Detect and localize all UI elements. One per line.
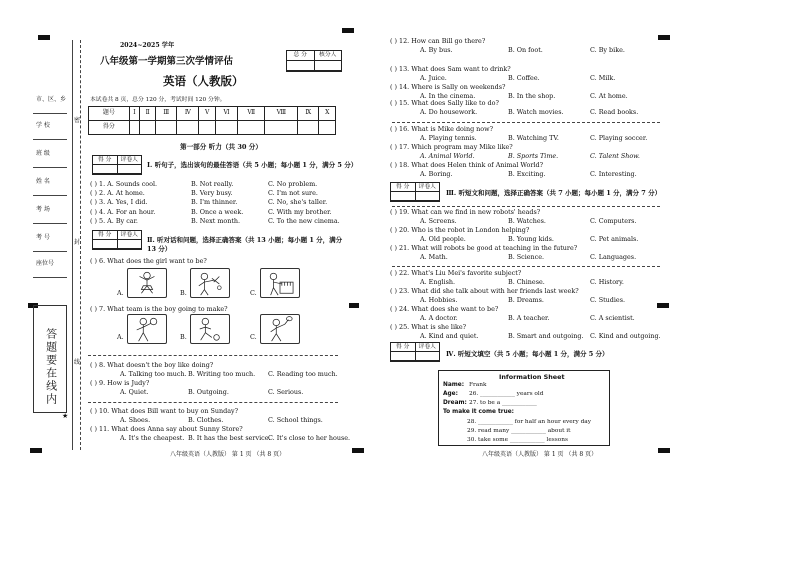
answer-option-a: A. Hobbies. xyxy=(420,296,458,304)
answer-option-c: C. A scientist. xyxy=(590,314,635,322)
exam-title: 八年级第一学期第三次学情评估 xyxy=(100,56,234,67)
answer-option-a: A. Juice. xyxy=(420,74,447,82)
question: ( ) 13. What does Sam want to drink? xyxy=(390,65,511,73)
registration-mark xyxy=(658,35,670,40)
score-table-column: Ⅰ xyxy=(129,107,140,121)
answer-option-c: C. Reading too much. xyxy=(268,370,338,378)
basketball-picture xyxy=(127,314,167,344)
score-cell xyxy=(298,121,319,135)
option-label: C. xyxy=(250,333,257,341)
score-cell xyxy=(129,121,140,135)
binding-field-label: 市、区、乡 xyxy=(36,96,67,103)
question: ( ) 20. Who is the robot in London helping? xyxy=(390,226,530,234)
answer-option-c: C. Languages. xyxy=(590,253,637,261)
answer-option-b: B. On foot. xyxy=(508,46,543,54)
info-row-value[interactable]: 27. to be a ____________ xyxy=(469,400,537,406)
score-table-column: Ⅱ xyxy=(140,107,156,121)
grader-score-label: 得 分 xyxy=(391,343,415,352)
part-title: 第一部分 听力（共 30 分） xyxy=(180,143,262,151)
answer-option-c: C. Interesting. xyxy=(590,170,637,178)
info-row-value[interactable]: 30. take some ____________ lessons xyxy=(467,437,568,443)
binding-field-label: 考 号 xyxy=(36,234,50,241)
answer-option-c: C. At home. xyxy=(590,92,628,100)
listening-item-option-a: ( ) 3. A. Yes, I did. xyxy=(90,198,148,207)
seal-text: 答题要在线内 xyxy=(44,328,58,406)
answer-option-a: A. Boring. xyxy=(420,170,453,178)
answer-option-b: B. Writing too much. xyxy=(188,370,256,378)
answer-option-a: A. English. xyxy=(420,278,456,286)
binding-field[interactable] xyxy=(33,120,67,140)
binding-field-label: 考 场 xyxy=(36,206,50,213)
fold-mark: 封 xyxy=(74,239,81,246)
registration-mark xyxy=(352,448,364,453)
question: ( ) 14. Where is Sally on weekends? xyxy=(390,83,506,91)
answer-option-a: A. Old people. xyxy=(420,235,466,243)
listening-item-option-b: B. Not really. xyxy=(191,180,234,188)
answer-option-a: A. By bus. xyxy=(420,46,453,54)
registration-mark xyxy=(342,28,354,33)
listening-item-option-a: ( ) 2. A. At home. xyxy=(90,189,145,198)
score-table-column: Ⅷ xyxy=(265,107,298,121)
score-cell xyxy=(265,121,298,135)
score-table-row-label: 题号 xyxy=(89,107,130,121)
dancer-picture xyxy=(127,268,167,298)
option-label: A. xyxy=(117,333,124,341)
info-row-value[interactable]: Frank xyxy=(469,382,487,388)
answer-option-b: B. Science. xyxy=(508,253,545,261)
answer-option-a: A. Quiet. xyxy=(120,388,149,396)
answer-option-b: B. Watching TV. xyxy=(508,134,559,142)
grader-box xyxy=(92,230,142,250)
binding-field-label: 学 校 xyxy=(36,122,50,129)
info-row-value[interactable]: 28. ____________ for half an hour every day xyxy=(467,419,592,425)
exam-note: 本试卷共 8 页，总分 120 分，考试时间 120 分钟。 xyxy=(90,97,226,103)
information-sheet xyxy=(438,370,610,446)
info-row-label: Name: xyxy=(443,382,465,388)
score-cell xyxy=(216,121,238,135)
question: ( ) 25. What is she like? xyxy=(390,323,467,331)
answer-option-b: B. Dreams. xyxy=(508,296,544,304)
score-cell xyxy=(319,121,336,135)
question: ( ) 11. What does Anna say about Sunny Store? xyxy=(90,425,243,433)
score-table-column: Ⅵ xyxy=(216,107,238,121)
pianist-picture xyxy=(260,268,300,298)
score-cell xyxy=(238,121,265,135)
answer-option-b: B. Sports Time. xyxy=(508,152,559,160)
answer-option-c: C. Read books. xyxy=(590,108,639,116)
question: ( ) 12. How can Bill go there? xyxy=(390,37,486,45)
question: ( ) 21. What will robots be good at teaching in the future? xyxy=(390,244,578,252)
binding-field[interactable] xyxy=(33,258,67,278)
info-row-label: To make it come true: xyxy=(443,409,514,415)
binding-field[interactable] xyxy=(33,148,67,168)
answer-option-a: A. Talking too much. xyxy=(120,370,187,378)
answer-option-b: B. Watches. xyxy=(508,217,546,225)
answer-option-c: C. Playing soccer. xyxy=(590,134,648,142)
question: ( ) 15. What does Sally like to do? xyxy=(390,99,499,107)
answer-option-a: A. Screens. xyxy=(420,217,457,225)
answer-option-b: B. It has the best service. xyxy=(188,434,271,442)
violinist-picture xyxy=(190,268,230,298)
registration-mark xyxy=(38,35,50,40)
answer-option-c: C. School things. xyxy=(268,416,323,424)
listening-item-option-b: B. Very busy. xyxy=(191,189,233,198)
exam-year: 2024~2025 学年 xyxy=(120,42,175,49)
info-row-label: Dream: xyxy=(443,400,467,406)
option-label: C. xyxy=(250,289,257,297)
score-table xyxy=(88,106,336,135)
listening-item-option-c: C. To the new cinema. xyxy=(268,216,340,225)
answer-option-b: B. Outgoing. xyxy=(188,388,229,396)
score-table-column: Ⅹ xyxy=(319,107,336,121)
listening-item-option-b: B. Next month. xyxy=(191,216,241,225)
binding-field-label: 座位号 xyxy=(36,260,55,267)
question: ( ) 24. What does she want to be? xyxy=(390,305,499,313)
score-table-column: Ⅸ xyxy=(298,107,319,121)
score-cell xyxy=(199,121,216,135)
answer-option-c: C. Pet animals. xyxy=(590,235,639,243)
answer-option-a: A. Math. xyxy=(420,253,448,261)
answer-option-b: B. Exciting. xyxy=(508,170,546,178)
answer-option-c: C. By bike. xyxy=(590,46,625,54)
answer-option-c: C. It's close to her house. xyxy=(268,434,351,442)
answer-option-a: A. Playing tennis. xyxy=(420,134,477,142)
listening-item-option-b: B. I'm thinner. xyxy=(191,198,238,207)
tennis-picture xyxy=(260,314,300,344)
info-row-value[interactable]: 29. read many ____________ about it xyxy=(467,428,571,434)
answer-option-c: C. Studies. xyxy=(590,296,626,304)
answer-option-b: B. In the shop. xyxy=(508,92,556,100)
score-table-column: Ⅲ xyxy=(156,107,177,121)
checker-label: 核分人 xyxy=(315,51,342,61)
listening-item-option-c: C. No, she's taller. xyxy=(268,198,328,207)
star-mark: ★ xyxy=(62,412,69,420)
option-label: B. xyxy=(180,333,187,341)
grader-score-label: 得 分 xyxy=(93,156,117,165)
seal-box xyxy=(33,305,67,413)
grader-box xyxy=(92,155,142,175)
score-cell xyxy=(156,121,177,135)
total-score-label: 总 分 xyxy=(287,51,314,61)
registration-mark xyxy=(658,448,670,453)
answer-option-c: C. Talent Show. xyxy=(590,152,640,160)
registration-mark xyxy=(30,448,42,453)
grader-name-label: 评卷人 xyxy=(118,156,142,165)
listening-item-option-a: ( ) 4. A. For an hour. xyxy=(90,207,156,216)
score-cell xyxy=(177,121,199,135)
answer-option-c: C. Milk. xyxy=(590,74,616,82)
score-table-column: Ⅳ xyxy=(177,107,199,121)
score-table-column: Ⅴ xyxy=(199,107,216,121)
section-2-title-cont: 13 分） xyxy=(147,245,172,253)
listening-item-option-a: ( ) 5. A. By car. xyxy=(90,216,138,225)
answer-option-a: A. In the cinema. xyxy=(420,92,476,100)
question: ( ) 16. What is Mike doing now? xyxy=(390,125,494,133)
soccer-picture xyxy=(190,314,230,344)
information-sheet-title: Information Sheet xyxy=(499,373,565,381)
listening-item-option-b: B. Once a week. xyxy=(191,207,244,216)
registration-mark xyxy=(349,303,359,308)
option-label: B. xyxy=(180,289,187,297)
grader-box xyxy=(390,342,440,362)
question: ( ) 9. How is Judy? xyxy=(90,379,150,387)
answer-option-c: C. History. xyxy=(590,278,624,286)
answer-option-b: B. Watch movies. xyxy=(508,108,564,116)
answer-option-c: C. Serious. xyxy=(268,388,304,396)
score-cell xyxy=(140,121,156,135)
grader-score-label: 得 分 xyxy=(93,231,117,240)
answer-option-b: B. Coffee. xyxy=(508,74,540,82)
score-table-column: Ⅶ xyxy=(238,107,265,121)
section-3-title: Ⅲ. 听短文和问题，选择正确答案（共 7 小题；每小题 1 分，满分 7 分） xyxy=(446,189,662,197)
answer-option-a: A. Shoes. xyxy=(120,416,151,424)
section-2-title: Ⅱ. 听对话和问题，选择正确答案（共 13 小题；每小题 1 分，满分 xyxy=(147,236,343,244)
answer-option-b: B. A teacher. xyxy=(508,314,550,322)
question: ( ) 19. What can we find in new robots' heads? xyxy=(390,208,541,216)
answer-option-a: A. It's the cheapest. xyxy=(120,434,185,442)
answer-option-a: A. A doctor. xyxy=(420,314,458,322)
fold-mark: 线 xyxy=(74,359,81,366)
grader-name-label: 评卷人 xyxy=(118,231,142,240)
binding-field[interactable] xyxy=(33,232,67,252)
question-7: ( ) 7. What team is the boy going to make? xyxy=(90,305,228,313)
fold-mark: 密 xyxy=(74,117,81,124)
question: ( ) 10. What does Bill want to buy on Sunday? xyxy=(90,407,239,415)
answer-option-b: B. Clothes. xyxy=(188,416,224,424)
question: ( ) 23. What did she talk about with her friends last week? xyxy=(390,287,579,295)
question: ( ) 17. Which program may Mike like? xyxy=(390,143,513,151)
grader-score-label: 得 分 xyxy=(391,183,415,192)
binding-field-label: 班 级 xyxy=(36,150,50,157)
page-footer: 八年级英语（人教版） 第 1 页 （共 8 页） xyxy=(170,451,286,458)
question-6: ( ) 6. What does the girl want to be? xyxy=(90,257,207,265)
subject-title: 英语（人教版） xyxy=(163,74,244,88)
score-table-row-label: 得分 xyxy=(89,121,130,135)
listening-item-option-c: C. With my brother. xyxy=(268,207,332,216)
answer-option-b: B. Young kids. xyxy=(508,235,554,243)
answer-option-a: A. Do housework. xyxy=(420,108,478,116)
answer-option-c: C. Computers. xyxy=(590,217,637,225)
answer-option-b: B. Smart and outgoing. xyxy=(508,332,584,340)
answer-option-c: C. Kind and outgoing. xyxy=(590,332,661,340)
binding-field[interactable] xyxy=(33,176,67,196)
question: ( ) 8. What doesn't the boy like doing? xyxy=(90,361,214,369)
binding-field[interactable] xyxy=(33,94,67,114)
question: ( ) 22. What's Liu Mei's favorite subject? xyxy=(390,269,522,277)
grader-name-label: 评卷人 xyxy=(416,183,440,192)
question: ( ) 18. What does Helen think of Animal World? xyxy=(390,161,544,169)
binding-field-label: 姓 名 xyxy=(36,178,50,185)
listening-item-option-c: C. No problem. xyxy=(268,180,318,188)
answer-option-a: A. Kind and quiet. xyxy=(420,332,479,340)
info-row-value[interactable]: 26. ____________ years old xyxy=(469,391,544,397)
registration-mark xyxy=(657,303,669,308)
page-footer: 八年级英语（人教版） 第 1 页 （共 8 页） xyxy=(482,451,598,458)
info-row-label: Age: xyxy=(443,391,458,397)
listening-item-option-a: ( ) 1. A. Sounds cool. xyxy=(90,180,158,188)
binding-field[interactable] xyxy=(33,204,67,224)
grader-box xyxy=(390,182,440,202)
answer-option-b: B. Chinese. xyxy=(508,278,545,286)
listening-item-option-c: C. I'm not sure. xyxy=(268,189,318,198)
option-label: A. xyxy=(117,289,124,297)
answer-option-a: A. Animal World. xyxy=(420,152,475,160)
section-1-title: Ⅰ. 听句子，选出该句的最佳答语（共 5 小题；每小题 1 分，满分 5 分） xyxy=(147,161,358,169)
total-score-box xyxy=(286,50,342,72)
section-4-title: Ⅳ. 听短文填空（共 5 小题；每小题 1 分，满分 5 分） xyxy=(446,350,609,358)
grader-name-label: 评卷人 xyxy=(416,343,440,352)
